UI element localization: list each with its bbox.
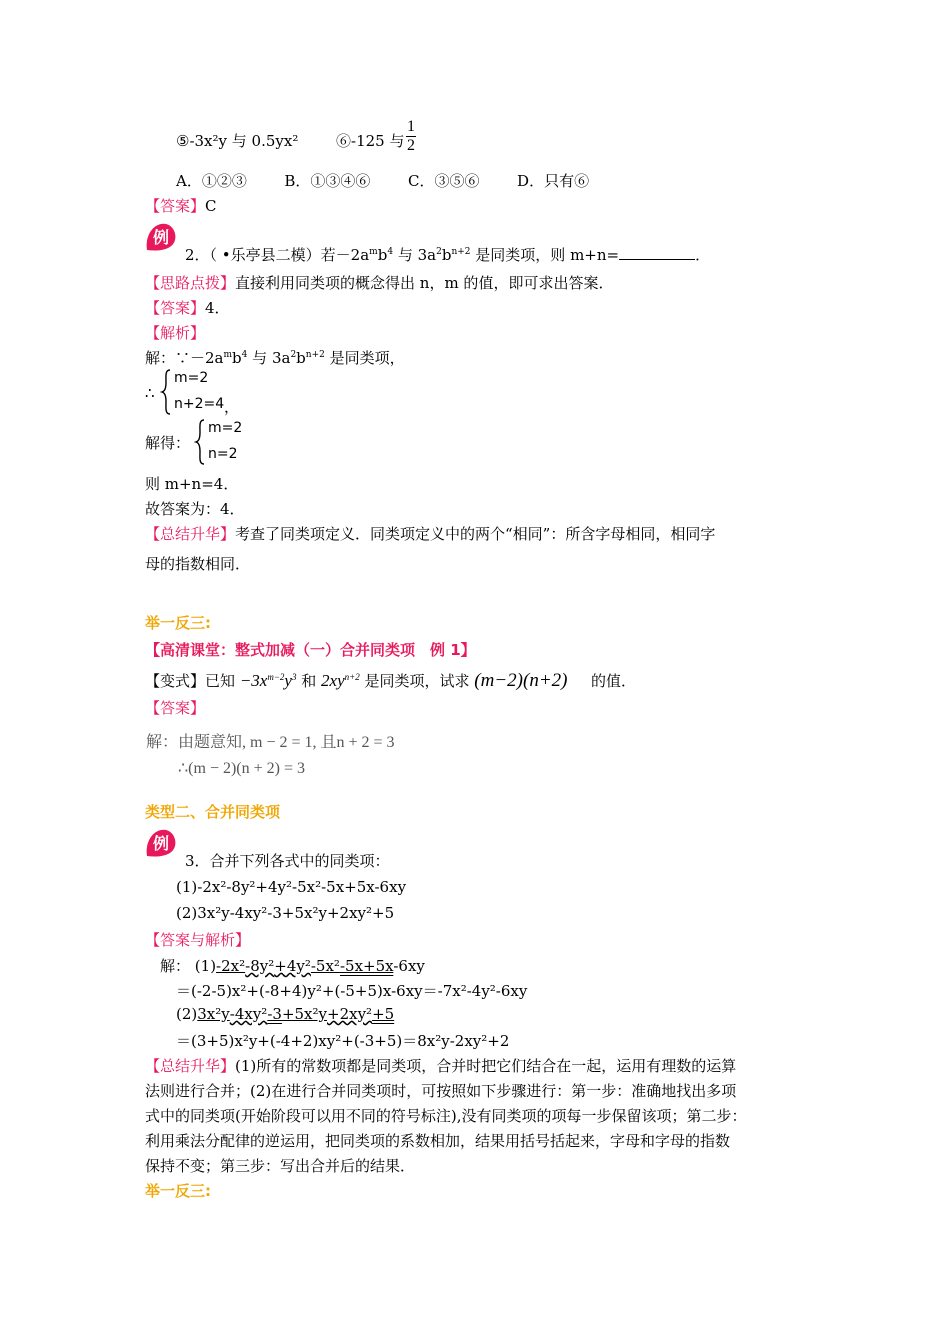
sol-part-marker: (1) bbox=[194, 957, 217, 975]
answer-q2 bbox=[145, 297, 230, 318]
sol-c: 是同类项， bbox=[329, 349, 405, 367]
variant-text-d: 的值． bbox=[591, 672, 637, 690]
term-underline: -2x² bbox=[216, 957, 246, 975]
then-line: 则 m+n=4． bbox=[145, 475, 239, 493]
term-double-underline: +5x bbox=[363, 957, 394, 975]
answer-value: C bbox=[205, 197, 217, 215]
badge-label: 例 bbox=[152, 228, 170, 247]
q2-stem-c: 是同类项，则 m+n= bbox=[475, 246, 620, 264]
q2-stem: 2．（ •乐亭县二模）若$-2a^mb^4$ 与 $3a^2b^{n+2}$ 是同类项，则 m+n= ． bbox=[185, 246, 711, 264]
practice-heading-2: 举一反三: bbox=[145, 1182, 211, 1200]
variant-text-b: 和 bbox=[301, 672, 317, 690]
left-brace-icon bbox=[194, 418, 206, 466]
q3-solution-line-3 bbox=[176, 1005, 394, 1023]
system-1-tail: ， bbox=[224, 398, 240, 416]
final-answer-line: 故答案为：4． bbox=[145, 500, 245, 518]
sol-b: 与 3a bbox=[252, 349, 291, 367]
answer-label: 【答案】 bbox=[145, 299, 206, 317]
term-wavy: +2xy² bbox=[327, 1005, 373, 1023]
summary-2-line-1 bbox=[145, 1055, 736, 1076]
term-double-underline: +5 bbox=[372, 1005, 395, 1023]
example-badge-icon bbox=[143, 826, 179, 860]
expr-3: (m−2)(n+2) bbox=[474, 670, 568, 691]
summary-label: 【总结升华】 bbox=[145, 525, 236, 543]
summary-label: 【总结升华】 bbox=[145, 1057, 236, 1075]
choice-b: B．①③④⑥ bbox=[284, 172, 371, 190]
summary-2-line-2: 法则进行合并；(2)在进行合并同类项时，可按照如下步骤进行：第一步：准确地找出多项 bbox=[145, 1082, 737, 1100]
sol-prefix: 解： bbox=[160, 957, 191, 975]
answer-label: 【答案】 bbox=[145, 699, 206, 717]
hint-text: 直接利用同类项的概念得出 n，m 的值，即可求出答案． bbox=[235, 274, 614, 292]
choice-c: C．③⑤⑥ bbox=[408, 172, 480, 190]
choice-d: D．只有⑥ bbox=[517, 172, 590, 190]
summary-2-line-5: 保持不变；第三步：写出合并后的结果． bbox=[145, 1157, 416, 1175]
practice-solution-1: 解：由题意知, m − 2 = 1, 且n + 2 = 3 bbox=[146, 734, 395, 751]
example-badge-icon bbox=[143, 220, 179, 254]
q3-stem: 3．合并下列各式中的同类项： bbox=[185, 852, 390, 870]
fraction-denominator: 2 bbox=[407, 137, 415, 154]
variant-text-a: 已知 bbox=[205, 672, 236, 690]
q3-solution-line-1 bbox=[160, 955, 425, 976]
answer-value: 4． bbox=[205, 299, 230, 317]
term-underline: 3x²y bbox=[197, 1005, 230, 1023]
hint-row bbox=[145, 272, 613, 293]
expr-2: $2xy^{n+2}$ bbox=[321, 671, 360, 690]
fraction-one-half bbox=[406, 118, 416, 155]
summary-2-line-3: 式中的同类项(开始阶段可以用不同的符号标注),没有同类项的项每一步保留该项；第二步： bbox=[145, 1107, 747, 1125]
summary-line-1 bbox=[145, 523, 715, 544]
q2-stem-a: 2．（ •乐亭县二模）若－2a bbox=[185, 246, 370, 264]
system-1-line-1: m=2 bbox=[174, 370, 209, 386]
q2-solution-line: 解：$\because-2a^mb^4$ 与 $3a^2b^{n+2}$ 是同类项， bbox=[145, 349, 405, 367]
q3-part-2: (2)3x²y-4xy²-3+5x²y+2xy²+5 bbox=[176, 904, 395, 922]
term-wavy: +4y² bbox=[274, 957, 311, 975]
q3-solution-line-4: ＝(3+5)x²y+(-4+2)xy²+(-3+5)＝8x²y-2xy²+2 bbox=[176, 1032, 510, 1050]
q3-part-1: (1)-2x²-8y²+4y²-5x²-5x+5x-6xy bbox=[176, 878, 407, 896]
solve-label: 解得： bbox=[145, 434, 191, 452]
term-double-underline: -5x bbox=[339, 957, 364, 975]
answer-analysis-label: 【答案与解析】 bbox=[145, 931, 251, 949]
practice-heading: 举一反三: bbox=[145, 614, 211, 632]
q2-stem-end: ． bbox=[695, 246, 711, 264]
option-item-6-text: ⑥-125 与 bbox=[336, 132, 405, 150]
system-2-line-1: m=2 bbox=[208, 420, 243, 436]
analysis-label: 【解析】 bbox=[145, 324, 206, 342]
variant-text-c: 是同类项，试求 bbox=[364, 672, 470, 690]
term-underline: +5x²y bbox=[281, 1005, 327, 1023]
choice-a: A．①②③ bbox=[176, 172, 247, 190]
q2-stem-b: 与 3a bbox=[397, 246, 437, 264]
summary-text-1: 考查了同类项定义．同类项定义中的两个“相同”：所含字母相同，相同字 bbox=[235, 525, 716, 543]
option-item-5: ⑤-3x²y 与 0.5yx² bbox=[176, 132, 299, 150]
term-wavy: -8y² bbox=[245, 957, 275, 975]
summary-2-line-4: 利用乘法分配律的逆运用，把同类项的系数相加，结果用括号括起来，字母和字母的指数 bbox=[145, 1132, 731, 1150]
summary-line-2: 母的指数相同． bbox=[145, 555, 251, 573]
badge-label: 例 bbox=[152, 834, 170, 853]
sol-part-marker: (2) bbox=[176, 1005, 198, 1023]
answer-label: 【答案】 bbox=[145, 197, 206, 215]
hint-label: 【思路点拨】 bbox=[145, 274, 236, 292]
video-lesson-link[interactable]: 【高清课堂：整式加减（一）合并同类项 例 1】 bbox=[145, 641, 476, 659]
term-wavy: -4xy² bbox=[229, 1005, 268, 1023]
answer-q1 bbox=[145, 195, 217, 216]
fraction-numerator: 1 bbox=[407, 118, 415, 135]
section-heading-type-2: 类型二、合并同类项 bbox=[145, 803, 281, 821]
expr-1: $-3x^{m-2}y^3$ bbox=[239, 671, 297, 690]
variant-label: 【变式】 bbox=[145, 672, 206, 690]
term-underline: -5x² bbox=[310, 957, 340, 975]
sol-a: 解：∵－2a bbox=[145, 349, 224, 367]
summary-2-text-1: (1)所有的常数项都是同类项，合并时把它们结合在一起，运用有理数的运算 bbox=[235, 1057, 737, 1075]
q2-blank bbox=[619, 245, 695, 260]
practice-solution-2: ∴(m − 2)(n + 2) = 3 bbox=[178, 760, 306, 777]
therefore-symbol: ∴ bbox=[145, 384, 155, 402]
q3-solution-line-2: ＝(-2-5)x²+(-8+4)y²+(-5+5)x-6xy＝-7x²-4y²-6xy bbox=[176, 982, 528, 1000]
term-double-underline: -3 bbox=[267, 1005, 282, 1023]
system-2-line-2: n=2 bbox=[208, 446, 238, 462]
option-item-6 bbox=[336, 130, 404, 151]
system-1-line-2: n+2=4 bbox=[174, 396, 225, 412]
variant-row bbox=[145, 670, 636, 692]
choices-row bbox=[176, 170, 589, 191]
left-brace-icon bbox=[160, 368, 172, 416]
term-plain: -6xy bbox=[393, 957, 425, 975]
